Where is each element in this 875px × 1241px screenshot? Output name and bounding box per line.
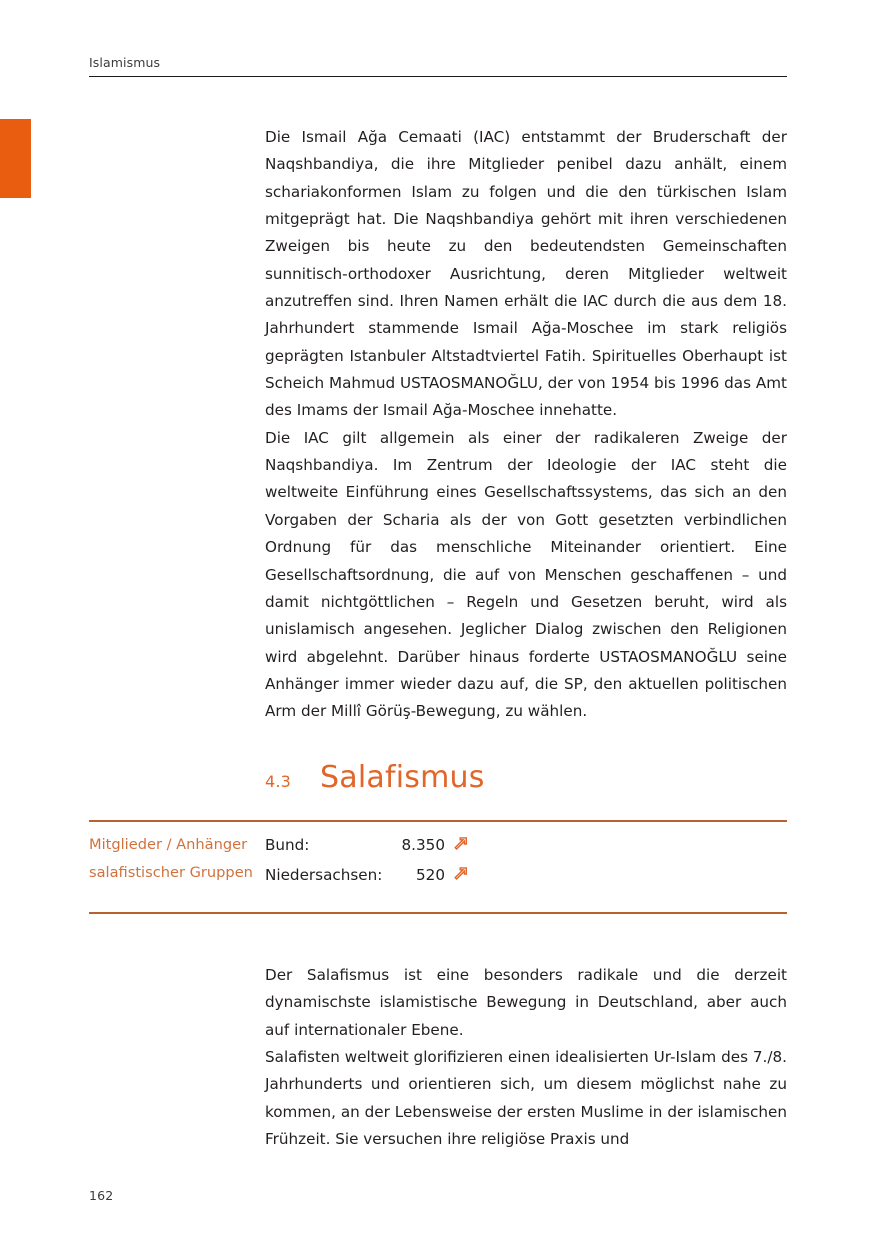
figure-box-values (265, 831, 565, 890)
section-number: 4.3 (265, 772, 292, 791)
paragraph-iac-origin: Die Ismail Ağa Cemaati (IAC) entstammt der Bruderschaft der Naqshbandiya, die ihre Mitglieder penibel dazu anhält, einem schariakonformen Islam zu folgen und die den türkischen Islam mitgeprägt hat. Die Naqshbandiya gehört mit ihren verschiedenen Zweigen bis heute zu den bedeutendsten Gemeinschaften sunnitisch-orthodoxer Ausrichtung, deren Mitglieder weltweit anzutreffen sind. Ihren Namen erhält die IAC durch die aus dem 18. Jahrhundert stammende Ismail Ağa-Moschee im stark religiös geprägten Istanbuler Altstadtviertel Fatih. Spirituelles Oberhaupt ist Scheich Mahmud USTAOSMANOĞLU, der von 1954 bis 1996 das Amt des Imams der Ismail Ağa-Moschee innehatte. (265, 128, 787, 420)
figure-label: Bund: (265, 836, 310, 854)
arrow-up-right-icon (452, 835, 469, 852)
figure-row-niedersachsen (265, 861, 565, 891)
paragraph-salafisten-weltweit: Salafisten weltweit glorifizieren einen idealisierten Ur-Islam des 7./8. Jahrhunderts und orientieren sich, um diesem möglichst nahe zu kommen, an der Lebensweise der ersten Muslime in der islamischen Frühzeit. Sie versuchen ihre religiöse Praxis und (265, 1048, 787, 1149)
page-title: Salafismus (320, 760, 485, 795)
main-text-column (265, 124, 787, 726)
chapter-tab-marker (0, 119, 31, 198)
figure-value: 520 (416, 865, 445, 884)
paragraph-iac-ideology: Die IAC gilt allgemein als einer der radikaleren Zweige der Naqshbandiya. Im Zentrum der Ideologie der IAC steht die weltweite Einführung eines Gesellschaftssystems, das sich an den Vorgaben der Scharia als der von Gott gesetzten verbindlichen Ordnung für das menschliche Miteinander orientiert. Eine Gesellschaftsordnung, die auf von Menschen geschaffenen – und damit nichtgöttlichen – Regeln und Gesetzen beruht, wird als unislamisch angesehen. Jeglicher Dialog zwischen den Religionen wird abgelehnt. Darüber hinaus forderte USTAOSMANOĞLU seine Anhänger immer wieder dazu auf, die SP, den aktuellen politischen Arm der Millî Görüş-Bewegung, zu wählen. (265, 428, 787, 721)
main-text-column-lower (265, 962, 787, 1153)
figure-label: Niedersachsen: (265, 865, 383, 884)
figure-box-bottom-rule (89, 912, 787, 914)
arrow-up-right-icon (452, 865, 469, 882)
header-divider (89, 76, 787, 77)
figure-row-bund (265, 831, 565, 861)
figure-box-top-rule (89, 820, 787, 822)
section-heading-salafismus (265, 760, 787, 795)
figure-value: 8.350 (401, 836, 445, 854)
figure-box-margin-label: Mitglieder / Anhänger salafistischer Gruppen (89, 836, 253, 881)
paragraph-salafismus-intro: Der Salafismus ist eine besonders radikale und die derzeit dynamischste islamistische Bewegung in Deutschland, aber auch auf internationaler Ebene. (265, 966, 787, 1039)
running-header: Islamismus (89, 55, 161, 70)
page-number: 162 (89, 1188, 114, 1203)
